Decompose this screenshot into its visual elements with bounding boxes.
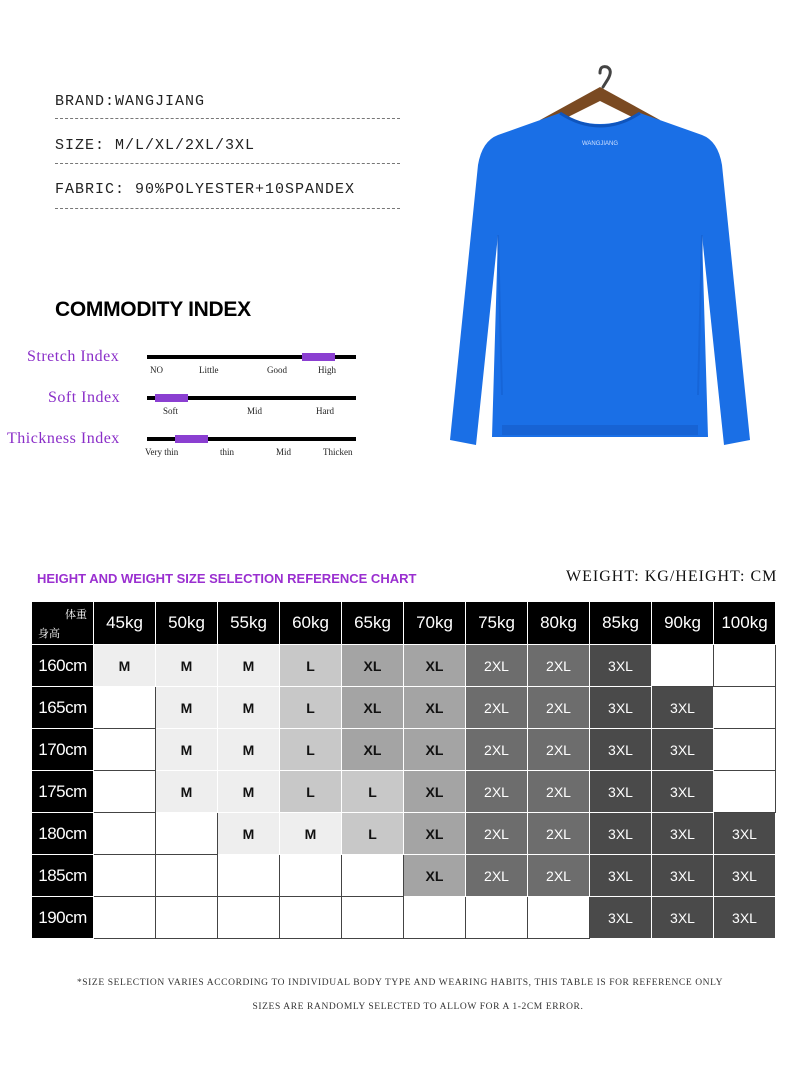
size-cell: XL xyxy=(404,729,466,771)
size-cell xyxy=(218,855,280,897)
size-cell xyxy=(94,813,156,855)
size-cell xyxy=(156,855,218,897)
brand-spec: BRAND:WANGJIANG xyxy=(55,93,206,110)
size-cell: L xyxy=(342,813,404,855)
soft-index-label: Soft Index xyxy=(48,389,121,406)
size-cell: 2XL xyxy=(466,729,528,771)
size-cell: 2XL xyxy=(466,687,528,729)
weight-corner-label: 体重 xyxy=(65,609,87,621)
size-cell: 2XL xyxy=(466,771,528,813)
fabric-spec: FABRIC: 90%POLYESTER+10SPANDEX xyxy=(55,181,356,198)
size-spec: SIZE: M/L/XL/2XL/3XL xyxy=(55,137,256,154)
size-cell: 3XL xyxy=(714,855,776,897)
size-cell: 2XL xyxy=(528,813,590,855)
height-label: 185cm xyxy=(32,855,94,897)
weight-header: 80kg xyxy=(528,602,590,645)
size-cell xyxy=(156,813,218,855)
thickness-index-bar xyxy=(147,437,356,441)
size-cell xyxy=(280,855,342,897)
height-label: 190cm xyxy=(32,897,94,939)
height-label: 180cm xyxy=(32,813,94,855)
note-line-2: SIZES ARE RANDOMLY SELECTED TO ALLOW FOR A 1-2CM ERROR. xyxy=(252,1002,584,1012)
size-cell: 3XL xyxy=(652,687,714,729)
size-cell xyxy=(466,897,528,939)
size-cell xyxy=(652,645,714,687)
table-row xyxy=(32,897,776,939)
size-cell: M xyxy=(218,813,280,855)
size-cell xyxy=(94,687,156,729)
commodity-index-title: COMMODITY INDEX xyxy=(55,298,251,321)
size-cell: L xyxy=(342,771,404,813)
size-cell: 2XL xyxy=(528,687,590,729)
size-cell: 3XL xyxy=(714,813,776,855)
size-cell xyxy=(342,855,404,897)
size-cell: L xyxy=(280,771,342,813)
size-cell: 3XL xyxy=(652,771,714,813)
size-cell: M xyxy=(156,645,218,687)
size-cell: M xyxy=(94,645,156,687)
size-cell: 3XL xyxy=(590,645,652,687)
stretch-tick: High xyxy=(318,365,336,375)
size-cell xyxy=(218,897,280,939)
weight-header: 50kg xyxy=(156,602,218,645)
size-cell: XL xyxy=(404,645,466,687)
weight-header: 55kg xyxy=(218,602,280,645)
size-cell xyxy=(714,687,776,729)
thickness-index-marker xyxy=(175,435,208,443)
size-cell: 2XL xyxy=(528,771,590,813)
thickness-index-label: Thickness Index xyxy=(7,430,120,447)
thickness-tick: Thicken xyxy=(323,447,353,457)
size-cell: 3XL xyxy=(652,729,714,771)
thickness-tick: Mid xyxy=(276,447,292,457)
size-cell: M xyxy=(218,687,280,729)
size-cell: M xyxy=(280,813,342,855)
size-cell: 3XL xyxy=(590,855,652,897)
size-cell xyxy=(342,897,404,939)
height-label: 170cm xyxy=(32,729,94,771)
size-cell: 3XL xyxy=(714,897,776,939)
tshirt-product-image xyxy=(440,65,760,450)
divider xyxy=(55,118,400,119)
size-cell: 2XL xyxy=(466,645,528,687)
stretch-index-bar xyxy=(147,355,356,359)
height-label: 165cm xyxy=(32,687,94,729)
size-cell xyxy=(280,897,342,939)
size-cell: L xyxy=(280,645,342,687)
size-cell xyxy=(94,771,156,813)
stretch-tick: Good xyxy=(267,365,287,375)
size-chart-title: HEIGHT AND WEIGHT SIZE SELECTION REFERENCE CHART xyxy=(37,571,417,586)
size-cell: M xyxy=(156,771,218,813)
size-cell: XL xyxy=(404,813,466,855)
thickness-tick: thin xyxy=(220,447,235,457)
thickness-tick: Very thin xyxy=(145,447,179,457)
size-cell: L xyxy=(280,729,342,771)
size-cell: 3XL xyxy=(590,897,652,939)
note-line-1: *SIZE SELECTION VARIES ACCORDING TO INDIVIDUAL BODY TYPE AND WEARING HABITS, THIS TABLE IS FOR REFERENCE ONLY xyxy=(76,978,724,988)
size-cell: M xyxy=(156,687,218,729)
table-row xyxy=(32,687,776,729)
corner-cell xyxy=(32,602,94,645)
shirt-tag-text: WANGJIANG xyxy=(581,141,619,147)
height-label: 160cm xyxy=(32,645,94,687)
size-cell: 3XL xyxy=(590,729,652,771)
size-cell: 3XL xyxy=(590,687,652,729)
soft-tick: Mid xyxy=(247,406,263,416)
size-cell xyxy=(714,645,776,687)
size-cell: XL xyxy=(342,687,404,729)
table-row xyxy=(32,813,776,855)
size-cell: M xyxy=(156,729,218,771)
soft-tick: Soft xyxy=(163,406,179,416)
header-row xyxy=(32,602,776,645)
size-cell xyxy=(156,897,218,939)
size-cell: 3XL xyxy=(652,897,714,939)
stretch-index-marker xyxy=(302,353,335,361)
weight-header: 100kg xyxy=(714,602,776,645)
size-cell: 3XL xyxy=(590,771,652,813)
size-cell: XL xyxy=(342,729,404,771)
size-cell: 2XL xyxy=(466,813,528,855)
size-cell: L xyxy=(280,687,342,729)
height-corner-label: 身高 xyxy=(38,628,60,640)
size-cell xyxy=(94,729,156,771)
soft-tick: Hard xyxy=(316,406,334,416)
divider xyxy=(55,163,400,164)
weight-header: 60kg xyxy=(280,602,342,645)
size-chart-table xyxy=(31,601,776,939)
weight-header: 65kg xyxy=(342,602,404,645)
stretch-tick: NO xyxy=(150,365,163,375)
weight-header: 90kg xyxy=(652,602,714,645)
size-cell xyxy=(94,897,156,939)
units-label: WEIGHT: KG/HEIGHT: CM xyxy=(566,568,778,585)
stretch-tick: Little xyxy=(199,365,219,375)
weight-header: 45kg xyxy=(94,602,156,645)
table-row xyxy=(32,645,776,687)
size-cell xyxy=(528,897,590,939)
weight-header: 70kg xyxy=(404,602,466,645)
table-row xyxy=(32,855,776,897)
size-cell: XL xyxy=(342,645,404,687)
size-cell xyxy=(714,771,776,813)
size-cell: 2XL xyxy=(528,729,590,771)
soft-index-bar xyxy=(147,396,356,400)
size-cell: 2XL xyxy=(528,855,590,897)
size-cell: 3XL xyxy=(590,813,652,855)
size-cell: 2XL xyxy=(466,855,528,897)
weight-header: 75kg xyxy=(466,602,528,645)
table-row xyxy=(32,771,776,813)
size-cell: XL xyxy=(404,855,466,897)
size-cell xyxy=(94,855,156,897)
size-cell: M xyxy=(218,771,280,813)
weight-header: 85kg xyxy=(590,602,652,645)
table-row xyxy=(32,729,776,771)
size-cell: XL xyxy=(404,687,466,729)
height-label: 175cm xyxy=(32,771,94,813)
size-cell: 3XL xyxy=(652,855,714,897)
size-cell: 3XL xyxy=(652,813,714,855)
size-cell: 2XL xyxy=(528,645,590,687)
size-cell: M xyxy=(218,645,280,687)
soft-index-marker xyxy=(155,394,188,402)
size-cell: XL xyxy=(404,771,466,813)
divider xyxy=(55,208,400,209)
size-cell: M xyxy=(218,729,280,771)
size-cell xyxy=(404,897,466,939)
stretch-index-label: Stretch Index xyxy=(27,348,120,365)
size-cell xyxy=(714,729,776,771)
